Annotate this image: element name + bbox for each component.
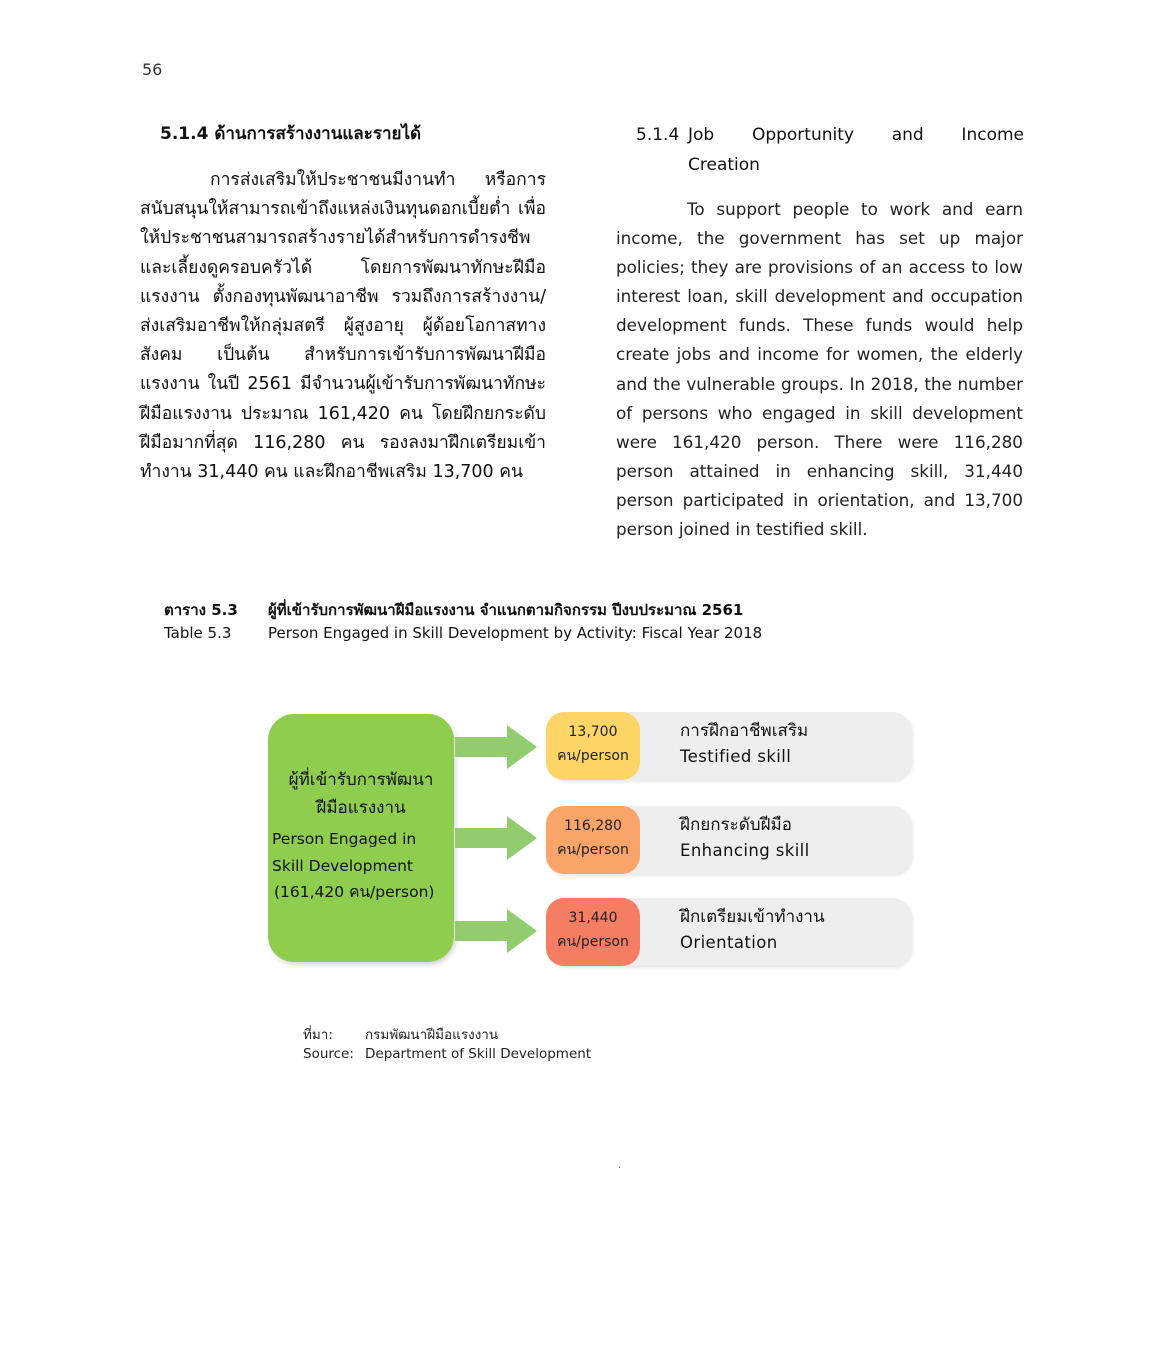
activity-english-label: Orientation (680, 933, 778, 952)
arrow-icon (455, 909, 537, 953)
table-caption-english-text: Person Engaged in Skill Development by Activity: Fiscal Year 2018 (268, 624, 763, 642)
activity-count-unit: คน/person (557, 842, 629, 858)
activity-count-value: 31,440 (568, 910, 618, 926)
activity-thai-label: ฝึกยกระดับฝีมือ (680, 815, 792, 835)
table-caption-thai (164, 598, 743, 622)
main-box-thai-line1: ผู้ที่เข้ารับการพัฒนา (288, 770, 434, 790)
activity-count-unit: คน/person (557, 934, 629, 950)
table-caption-english-label: Table 5.3 (164, 624, 232, 642)
table-caption-thai-label: ตาราง 5.3 (164, 601, 238, 619)
main-box-english-title (272, 826, 434, 906)
source-english-label: Source: (303, 1046, 354, 1062)
main-box-thai-title (268, 766, 454, 822)
activity-count-badge (546, 712, 640, 780)
activity-item-enhancing-skill (546, 806, 912, 874)
activity-item-orientation (546, 898, 912, 966)
activity-thai-label: การฝึกอาชีพเสริม (680, 721, 809, 741)
activity-count-badge (546, 898, 640, 966)
table-caption-english (164, 624, 762, 642)
english-heading-line1: Job Opportunity and Income (688, 125, 1024, 145)
activity-count-value: 116,280 (564, 818, 622, 834)
source-thai (303, 1023, 498, 1045)
source-thai-label: ที่มา: (303, 1027, 333, 1043)
activity-thai-label: ฝึกเตรียมเข้าทำงาน (680, 907, 825, 927)
main-box-total: (161,420 คน/person) (274, 883, 435, 901)
page-number: 56 (142, 60, 163, 79)
main-box-thai-line2: ฝีมือแรงงาน (316, 798, 406, 818)
activity-count-value: 13,700 (568, 724, 618, 740)
english-heading-line2: Creation (688, 155, 760, 175)
thai-paragraph: การส่งเสริมให้ประชาชนมีงานทำ หรือการสนับสนุนให้สามารถเข้าถึงแหล่งเงินทุนดอกเบี้ยต่ำ เพื่อให้ประชาชนสามารถสร้างรายได้สำหรับการดำรงชีพและเลี้ยงดูครอบครัวได้ โดยการพัฒนาทักษะฝีมือแรงงาน ตั้งกองทุนพัฒนาอาชีพ รวมถึงการสร้างงาน/ส่งเสริมอาชีพให้กลุ่มสตรี ผู้สูงอายุ ผู้ด้อยโอกาสทางสังคม เป็นต้น สำหรับการเข้ารับการพัฒนาฝีมือแรงงาน ในปี 2561 มีจำนวนผู้เข้ารับการพัฒนาทักษะฝีมือแรงงาน ประมาณ 161,420 คน โดยฝึกยกระดับฝีมือมากที่สุด 116,280 คน รองลงมาฝึกเตรียมเข้าทำงาน 31,440 คน และฝึกอาชีพเสริม 13,700 คน (140, 170, 546, 483)
source-english (303, 1046, 591, 1062)
arrow-icon (455, 725, 537, 769)
main-box-english-line2: Skill Development (272, 856, 414, 875)
source-english-text: Department of Skill Development (365, 1046, 592, 1062)
english-section-heading (636, 120, 1024, 180)
footer-mark: . (618, 1160, 622, 1171)
activity-english-label: Enhancing skill (680, 841, 810, 860)
table-caption-thai-text: ผู้ที่เข้ารับการพัฒนาฝีมือแรงงาน จำแนกตามกิจกรรม ปีงบประมาณ 2561 (268, 601, 744, 619)
activity-item-testified-skill (546, 712, 912, 780)
activity-count-badge (546, 806, 640, 874)
skill-development-total-box (268, 714, 454, 962)
activity-english-label: Testified skill (680, 747, 792, 766)
english-paragraph: To support people to work and earn income, the government has set up major policies; they are provisions of an access to low interest loan, skill development and occupation development funds. These funds would help create jobs and income for women, the elderly and the vulnerable groups. In 2018, the number of persons who engaged in skill development were 161,420 person. There were 116,280 person attained in enhancing skill, 31,440 person participated in orientation, and 13,700 person joined in testified skill. (616, 199, 1023, 540)
main-box-english-line1: Person Engaged in (272, 830, 417, 848)
activity-count-unit: คน/person (557, 748, 629, 764)
arrow-icon (455, 816, 537, 860)
thai-section-heading: 5.1.4 ด้านการสร้างงานและรายได้ (160, 124, 422, 144)
source-thai-text: กรมพัฒนาฝีมือแรงงาน (365, 1027, 499, 1043)
english-heading-number: 5.1.4 (636, 125, 680, 145)
